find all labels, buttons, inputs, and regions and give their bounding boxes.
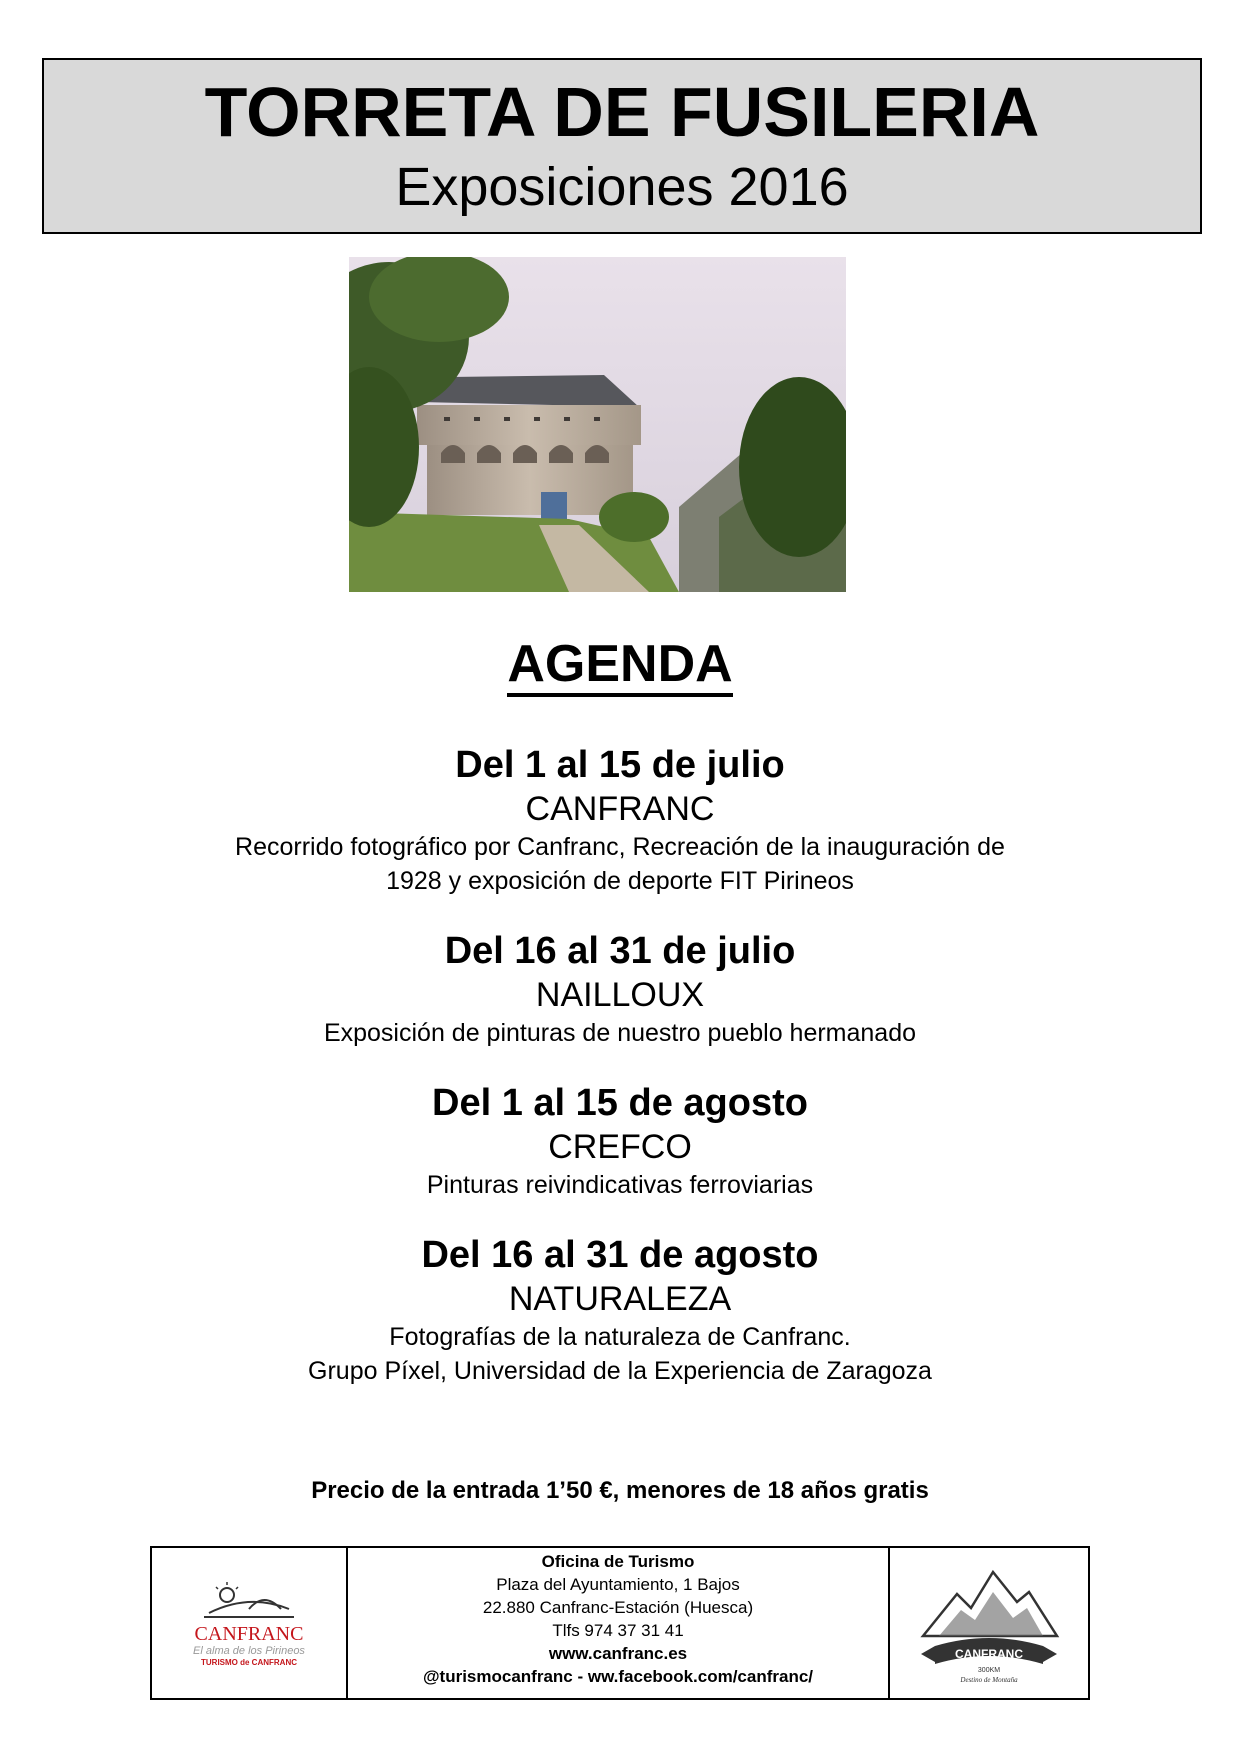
header-box <box>42 58 1202 234</box>
price-note: Precio de la entrada 1’50 €, menores de 18 años gratis <box>311 1477 929 1504</box>
event-item <box>0 742 1240 898</box>
event-description: Fotografías de la naturaleza de Canfranc. <box>389 1323 851 1351</box>
event-date: Del 1 al 15 de agosto <box>432 1082 808 1124</box>
event-place: NATURALEZA <box>508 1280 732 1318</box>
agenda-title-text: AGENDA <box>507 635 732 697</box>
office-title: Oficina de Turismo <box>541 1552 695 1571</box>
badge-motto: Destino de Montaña <box>960 1676 1018 1684</box>
events-list <box>0 742 1240 1418</box>
event-description: Exposición de pinturas de nuestro pueblo hermanado <box>323 1019 917 1047</box>
event-description: 1928 y exposición de deporte FIT Pirineos <box>386 867 854 895</box>
event-description: Grupo Píxel, Universidad de la Experiencia de Zaragoza <box>308 1357 932 1385</box>
agenda-title <box>0 634 1240 694</box>
address-line-1: Plaza del Ayuntamiento, 1 Bajos <box>496 1575 740 1594</box>
badge-name: CANFRANC <box>955 1647 1023 1661</box>
event-description: Recorrido fotográfico por Canfranc, Recreación de la inauguración de <box>235 833 1005 861</box>
social-links[interactable]: @turismocanfranc - ww.facebook.com/canfranc/ <box>422 1667 814 1686</box>
event-place: CANFRANC <box>525 790 715 828</box>
left-logo-name: CANFRANC <box>194 1622 304 1645</box>
left-logo-sub: TURISMO de CANFRANC <box>201 1657 297 1667</box>
event-item <box>0 1232 1240 1388</box>
contact-info <box>348 1548 890 1698</box>
event-place: CREFCO <box>548 1128 692 1166</box>
page-subtitle: Exposiciones 2016 <box>395 157 849 217</box>
canfranc-mountain-badge <box>890 1548 1088 1698</box>
event-item <box>0 1080 1240 1202</box>
badge-sub: 300KM <box>977 1667 1001 1674</box>
turismo-canfranc-logo <box>152 1548 348 1698</box>
mountain-badge-icon <box>909 1558 1069 1688</box>
event-place: NAILLOUX <box>535 976 705 1014</box>
event-item <box>0 928 1240 1050</box>
event-description: Pinturas reivindicativas ferroviarias <box>426 1171 814 1199</box>
address-line-2: 22.880 Canfranc-Estación (Huesca) <box>482 1598 754 1617</box>
sun-mountain-icon <box>189 1579 309 1623</box>
event-date: Del 1 al 15 de julio <box>455 744 785 786</box>
website-link[interactable]: www.canfranc.es <box>548 1644 688 1663</box>
torreta-photo-illustration <box>349 257 846 592</box>
phone-number: Tlfs 974 37 31 41 <box>552 1621 684 1640</box>
page-title: TORRETA DE FUSILERIA <box>204 73 1040 151</box>
event-date: Del 16 al 31 de julio <box>444 930 796 972</box>
footer-box <box>150 1546 1090 1700</box>
event-date: Del 16 al 31 de agosto <box>421 1234 819 1276</box>
torreta-photo <box>349 257 846 592</box>
left-logo-tagline: El alma de los Pirineos <box>193 1644 305 1657</box>
